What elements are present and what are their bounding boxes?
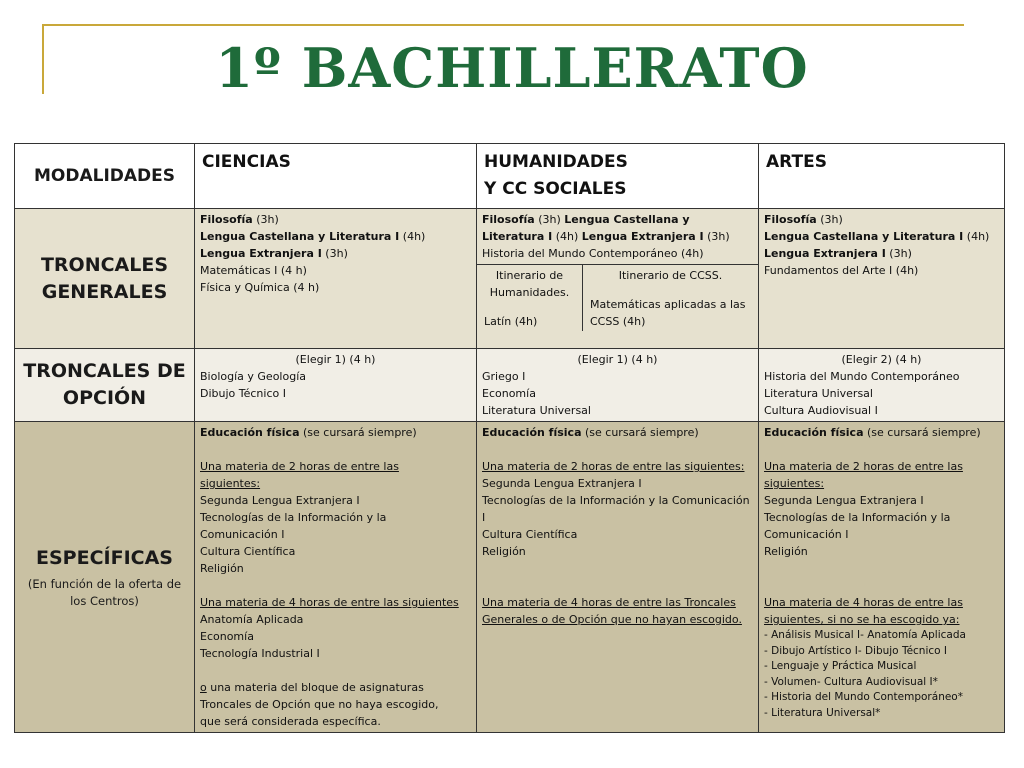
especificas-sub-2: los Centros)	[70, 593, 139, 608]
esp-artes-dos-horas-2: siguientes:	[764, 477, 825, 490]
esp-artes-item: Religión	[764, 545, 808, 558]
to-ciencias-item: Dibujo Técnico I	[200, 387, 286, 400]
esp-artes-lista-row: - Volumen- Cultura Audiovisual I*	[764, 675, 938, 688]
esp-artes-item: Segunda Lengua Extranjera I	[764, 494, 924, 507]
esp-hum-item: Tecnologías de la Información y la Comunicación	[482, 494, 750, 507]
latin-item: Latín (4h)	[484, 315, 538, 328]
esp-ciencias-dos-horas-2: siguientes:	[200, 477, 261, 490]
itinerario-ccss-label: Itinerario de CCSS.	[618, 269, 723, 282]
tg-ciencias-matematicas: Matemáticas I (4 h)	[200, 264, 307, 277]
tg-artes-fundamentos: Fundamentos del Arte I (4h)	[764, 264, 919, 277]
troncales-opcion-label-2: OPCIÓN	[62, 387, 147, 409]
esp-ciencias-item: Religión	[200, 562, 244, 575]
esp-artes-item: Comunicación I	[764, 528, 849, 541]
to-artes-item: Literatura Universal	[764, 387, 873, 400]
esp-artes-cell	[759, 422, 1005, 733]
page-title: 1º BACHILLERATO	[215, 36, 809, 100]
humanidades-label-2: Y CC SOCIALES	[484, 179, 627, 199]
artes-header	[759, 144, 1005, 209]
to-artes-item: Historia del Mundo Contemporáneo	[764, 370, 960, 383]
esp-ciencias-ef: Educación física (se cursará siempre)	[200, 426, 417, 439]
to-artes-item: Cultura Audiovisual I	[764, 404, 878, 417]
esp-hum-item: Segunda Lengua Extranjera I	[482, 477, 642, 490]
especificas-label-cell	[15, 422, 195, 733]
esp-hum-item: I	[482, 511, 486, 524]
esp-artes-lista	[764, 628, 999, 721]
troncales-generales-label-cell	[15, 209, 195, 349]
to-ciencias-cell	[195, 349, 477, 422]
itinerario-ccss	[583, 265, 758, 331]
to-artes-elegir: (Elegir 2) (4 h)	[841, 353, 922, 366]
esp-artes-item: Tecnologías de la Información y la	[764, 511, 951, 524]
itinerario-humanidades-label: Itinerario de Humanidades.	[489, 269, 570, 299]
to-artes-cell	[759, 349, 1005, 422]
tg-ciencias-extranjera: Lengua Extranjera I (3h)	[200, 247, 348, 260]
artes-label: ARTES	[766, 152, 827, 172]
esp-ciencias-item: Segunda Lengua Extranjera I	[200, 494, 360, 507]
to-hum-item: Literatura Universal	[482, 404, 591, 417]
especificas-sub-1: (En función de la oferta de	[27, 576, 182, 591]
troncales-generales-label-1: TRONCALES	[40, 253, 169, 276]
modalidades-cell	[15, 144, 195, 209]
esp-artes-lista-row: - Dibujo Artístico I- Dibujo Técnico I	[764, 644, 948, 657]
esp-ciencias-item: Anatomía Aplicada	[200, 613, 304, 626]
header-row	[15, 144, 1005, 209]
esp-ciencias-bloque-2: Troncales de Opción que no haya escogido,	[200, 698, 439, 711]
esp-artes-dos-horas-1: Una materia de 2 horas de entre las	[764, 460, 963, 473]
to-ciencias-item: Biología y Geología	[200, 370, 306, 383]
esp-artes-lista-row: - Literatura Universal*	[764, 706, 881, 719]
esp-artes-lista-row: - Historia del Mundo Contemporáneo*	[764, 691, 963, 703]
esp-hum-cuatro-1: Una materia de 4 horas de entre las Troncales	[482, 596, 736, 609]
humanidades-header	[477, 144, 759, 209]
esp-ciencias-item: Tecnología Industrial I	[200, 647, 320, 660]
to-hum-item: Economía	[482, 387, 536, 400]
esp-ciencias-item: Cultura Científica	[200, 545, 296, 558]
humanidades-label-1: HUMANIDADES	[484, 152, 628, 172]
to-hum-item: Griego I	[482, 370, 526, 383]
tg-ciencias-filosofia: Filosofía (3h)	[200, 213, 279, 226]
esp-hum-item: Religión	[482, 545, 526, 558]
itinerarios	[477, 264, 758, 331]
tg-hum-historia: Historia del Mundo Contemporáneo (4h)	[482, 247, 704, 260]
esp-ciencias-bloque-1: o una materia del bloque de asignaturas	[200, 681, 424, 694]
esp-artes-cuatro-1: Una materia de 4 horas de entre las	[764, 596, 963, 609]
troncales-opcion-row	[15, 349, 1005, 422]
ciencias-header	[195, 144, 477, 209]
esp-hum-dos-horas: Una materia de 2 horas de entre las siguientes:	[482, 460, 745, 473]
to-humanidades-cell	[477, 349, 759, 422]
esp-hum-item: Cultura Científica	[482, 528, 578, 541]
esp-artes-cuatro-2: siguientes, si no se ha escogido ya:	[764, 613, 960, 626]
especificas-label: ESPECÍFICAS	[36, 546, 173, 569]
tg-humanidades-cell	[477, 209, 759, 349]
troncales-generales-label-2: GENERALES	[41, 280, 168, 303]
modalidades-label: MODALIDADES	[33, 166, 176, 186]
tg-hum-filosofia: Filosofía (3h)	[482, 213, 561, 226]
esp-ciencias-dos-horas-1: Una materia de 2 horas de entre las	[200, 460, 399, 473]
to-ciencias-elegir: (Elegir 1) (4 h)	[295, 353, 376, 366]
esp-ciencias-item: Economía	[200, 630, 254, 643]
esp-ciencias-cuatro-horas: Una materia de 4 horas de entre las siguientes	[200, 596, 459, 609]
tg-artes-cell	[759, 209, 1005, 349]
esp-artes-ef: Educación física (se cursará siempre)	[764, 426, 981, 439]
tg-hum-extranjera: Lengua Extranjera I (3h)	[581, 230, 730, 243]
esp-ciencias-item: Tecnologías de la Información y la	[200, 511, 387, 524]
matematicas-ccss-item: Matemáticas aplicadas a las CCSS (4h)	[590, 298, 746, 328]
esp-ciencias-cell	[195, 422, 477, 733]
troncales-generales-row	[15, 209, 1005, 349]
tg-ciencias-lengua: Lengua Castellana y Literatura I (4h)	[200, 230, 426, 243]
frame-top-line	[42, 24, 964, 26]
esp-humanidades-cell	[477, 422, 759, 733]
esp-ciencias-item: Comunicación I	[200, 528, 285, 541]
esp-hum-ef: Educación física (se cursará siempre)	[482, 426, 699, 439]
tg-artes-extranjera: Lengua Extranjera I (3h)	[764, 247, 912, 260]
tg-ciencias-fisica: Física y Química (4 h)	[200, 281, 320, 294]
troncales-opcion-label-cell	[15, 349, 195, 422]
ciencias-label: CIENCIAS	[202, 152, 291, 172]
to-hum-elegir: (Elegir 1) (4 h)	[577, 353, 658, 366]
especificas-row	[15, 422, 1005, 733]
itinerario-humanidades	[477, 265, 583, 331]
esp-hum-cuatro-2: Generales o de Opción que no hayan escogido.	[482, 613, 742, 626]
tg-artes-filosofia: Filosofía (3h)	[764, 213, 843, 226]
troncales-opcion-label-1: TRONCALES DE	[23, 360, 186, 382]
tg-artes-lengua: Lengua Castellana y Literatura I (4h)	[764, 230, 990, 243]
tg-hum-lengua: Lengua Castellana y Literatura I (4h)	[482, 213, 690, 243]
subjects-table	[14, 143, 1005, 733]
esp-artes-lista-row: - Lenguaje y Práctica Musical	[764, 660, 917, 672]
esp-artes-lista-row: - Análisis Musical I- Anatomía Aplicada	[764, 629, 966, 641]
esp-ciencias-bloque-3: que será considerada específica.	[200, 715, 381, 728]
tg-ciencias-cell	[195, 209, 477, 349]
